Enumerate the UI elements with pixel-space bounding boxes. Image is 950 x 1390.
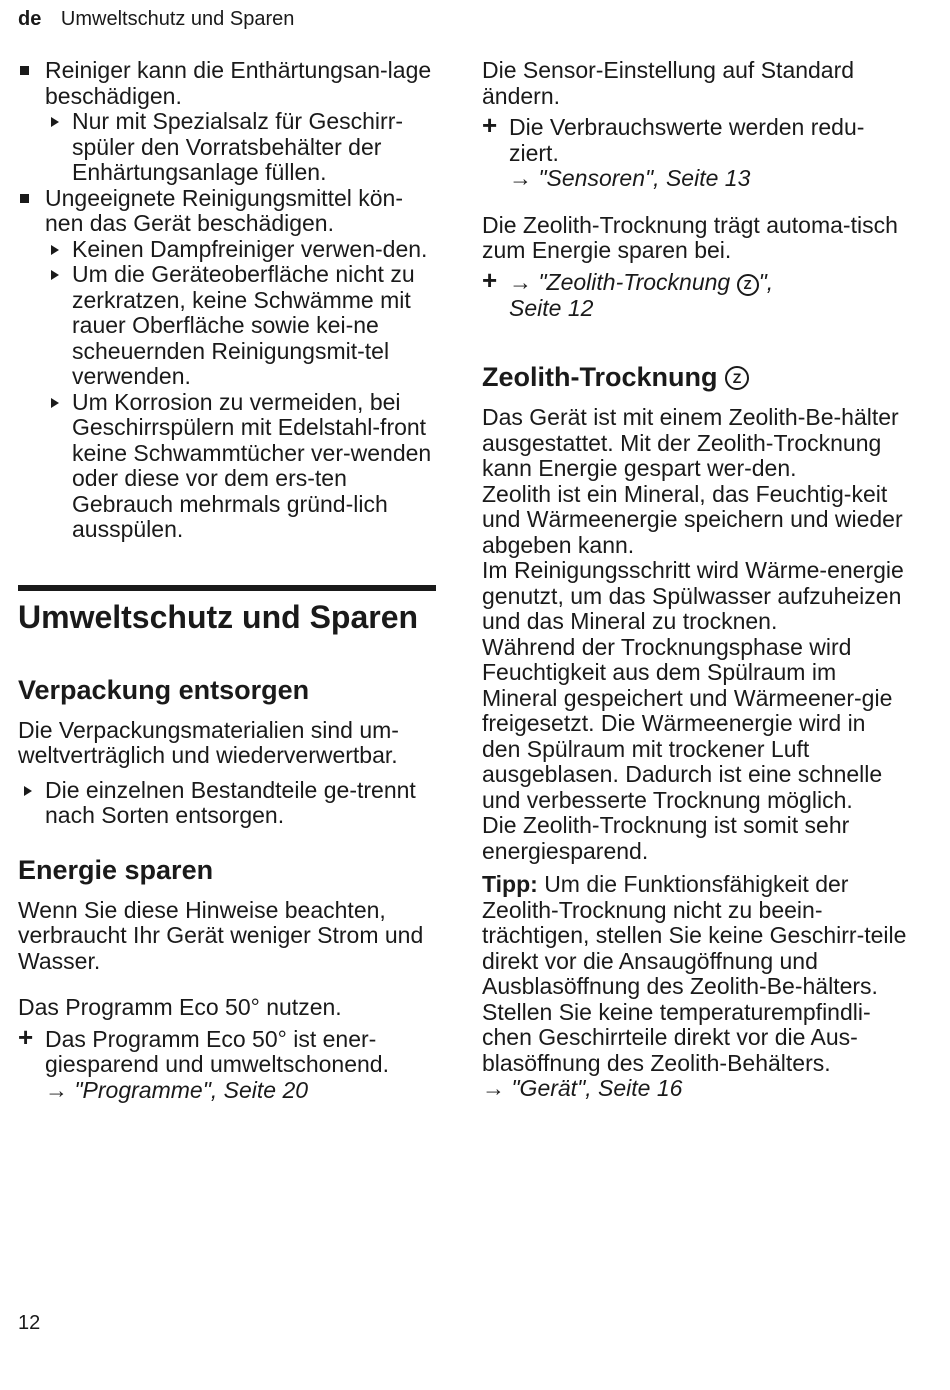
heading-energie: Energie sparen	[18, 854, 214, 885]
sub-bullet-item	[18, 262, 438, 390]
paragraph-zeolith-5: Die Zeolith-Trocknung ist somit sehr energiesparend.	[482, 812, 850, 864]
advantage-text: Das Programm Eco 50° ist ener-giesparend und umweltschonend.	[45, 1025, 389, 1077]
heading-zeolith	[482, 361, 907, 393]
cross-reference-link[interactable]	[509, 270, 907, 296]
tip-label: Tipp:	[482, 871, 538, 897]
header-title: Umweltschutz und Sparen	[60, 8, 295, 30]
left-column	[18, 58, 438, 1103]
paragraph-eco: Das Programm Eco 50° nutzen.	[18, 994, 342, 1020]
advantage-text: Die Verbrauchswerte werden redu-ziert.	[509, 114, 865, 166]
triangle-bullet-icon	[51, 245, 59, 255]
triangle-bullet-icon	[24, 786, 32, 796]
bullet-text: Ungeeignete Reinigungsmittel kön-nen das Gerät beschädigen.	[45, 184, 403, 236]
tip-paragraph-2: Stellen Sie keine temperaturempfindli-chen Geschirrteile direkt vor die Aus-blasöffnung des Zeolith-Behälters.	[482, 998, 871, 1076]
square-bullet-icon	[20, 194, 29, 203]
cross-reference-link[interactable]: → "Gerät", Seite 16	[482, 1075, 683, 1101]
tip-text: Um die Funktionsfähigkeit der Zeolith-Trocknung nicht zu beein-trächtigen, stellen Sie keine Geschirr-teile direkt vor die Ansaugöffnung und Ausblasöffnung des Zeolith-Be-hälters.	[482, 871, 907, 999]
tip-paragraph	[482, 872, 907, 1000]
right-column	[482, 58, 907, 1102]
square-bullet-icon	[20, 66, 29, 75]
paragraph-verpackung: Die Verpackungsmaterialien sind um-weltverträglich und wiederverwertbar.	[18, 716, 399, 768]
cross-reference-link[interactable]: → "Sensoren", Seite 13	[509, 165, 751, 191]
bullet-item	[18, 186, 438, 237]
bullet-text: Reiniger kann die Enthärtungsan-lage beschädigen.	[45, 57, 432, 109]
sub-bullet-text: Um die Geräteoberfläche nicht zu zerkratzen, keine Schwämme mit rauer Oberfläche sowie kei-ne scheuernden Reinigungsmit-tel verwenden.	[72, 261, 415, 389]
paragraph-zeolith-4: Während der Trocknungsphase wird Feuchtigkeit aus dem Spülraum im Mineral gespeichert und Wärmeener-gie freigesetzt. Die Wärmeenergie wird in den Spülraum mit trockener Luft ausgeblasen. Dadurch ist eine schnelle und verbesserte Trocknung möglich.	[482, 633, 893, 813]
xref-text-end: ",	[758, 268, 774, 295]
paragraph-sensor: Die Sensor-Einstellung auf Standard ändern.	[482, 57, 855, 109]
paragraph-zeolith-1: Das Gerät ist mit einem Zeolith-Be-hälter ausgestattet. Mit der Zeolith-Trocknung kann Energie gespart wer-den.	[482, 404, 899, 481]
page-header	[18, 8, 294, 31]
advantage-item	[482, 110, 907, 192]
advantage-item	[482, 264, 907, 322]
section-title: Umweltschutz und Sparen	[18, 598, 419, 635]
cross-reference-page: Seite 12	[509, 294, 594, 321]
xref-text: → "Zeolith-Trocknung	[509, 268, 731, 295]
language-code: de	[18, 8, 42, 30]
zeolith-icon: Z	[737, 274, 759, 296]
cross-reference-link[interactable]: → "Programme", Seite 20	[45, 1076, 309, 1103]
paragraph-zeolith-auto: Die Zeolith-Trocknung trägt automa-tisch zum Energie sparen bei.	[482, 211, 898, 263]
heading-verpackung: Verpackung entsorgen	[18, 674, 310, 705]
sub-bullet-item	[18, 390, 438, 543]
plus-icon: +	[482, 110, 498, 140]
zeolith-icon: Z	[725, 366, 749, 390]
sub-bullet-item	[18, 109, 438, 186]
triangle-bullet-icon	[51, 398, 59, 408]
sub-bullet-item	[18, 237, 438, 263]
page-number: 12	[18, 1312, 41, 1334]
instruction-item	[18, 778, 438, 829]
plus-icon: +	[482, 264, 498, 295]
triangle-bullet-icon	[51, 270, 59, 280]
heading-zeolith-text: Zeolith-Trocknung	[482, 362, 718, 392]
advantage-item	[18, 1021, 438, 1104]
sub-bullet-text: Keinen Dampfreiniger verwen-den.	[72, 235, 428, 262]
paragraph-zeolith-3: Im Reinigungsschritt wird Wärme-energie genutzt, um das Spülwasser aufzuheizen und das Mineral zu trocknen.	[482, 557, 904, 634]
instruction-text: Die einzelnen Bestandteile ge-trennt nach Sorten entsorgen.	[45, 776, 416, 828]
triangle-bullet-icon	[51, 117, 59, 127]
sub-bullet-text: Nur mit Spezialsalz für Geschirr-spüler den Vorratsbehälter der Enhärtungsanlage füllen.	[72, 108, 404, 185]
plus-icon: +	[18, 1021, 34, 1052]
bullet-item	[18, 58, 438, 109]
paragraph-energie: Wenn Sie diese Hinweise beachten, verbraucht Ihr Gerät weniger Strom und Wasser.	[18, 896, 424, 974]
sub-bullet-text: Um Korrosion zu vermeiden, bei Geschirrspülern mit Edelstahl-front keine Schwammtücher ver-wenden oder diese vor dem ers-ten Gebrauch mehrmals gründ-lich ausspülen.	[72, 388, 432, 542]
paragraph-zeolith-2: Zeolith ist ein Mineral, das Feuchtig-keit und Wärmeenergie speichern und wieder abgeben kann.	[482, 480, 903, 558]
